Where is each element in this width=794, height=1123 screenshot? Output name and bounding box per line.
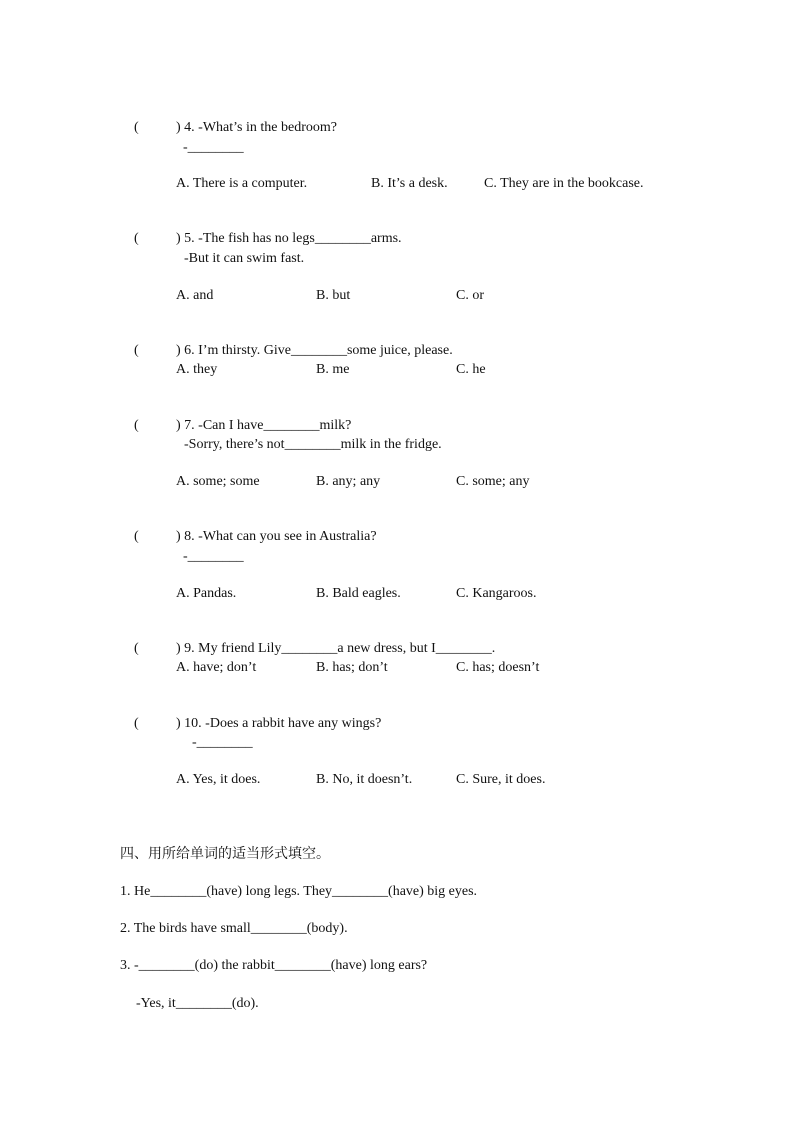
question-6: [120, 324, 453, 378]
option-b: B. Bald eagles.: [316, 586, 401, 601]
question-stem: I’m thirsty. Give________some juice, please.: [198, 343, 453, 358]
answer-paren-open: (: [134, 120, 139, 135]
option-a: A. some; some: [176, 474, 260, 489]
answer-paren-open: (: [134, 641, 139, 656]
answer-paren-close: ): [176, 641, 181, 656]
question-number: 5.: [184, 231, 195, 246]
option-c: C. he: [456, 362, 486, 377]
answer-paren-open: (: [134, 716, 139, 731]
option-a: A. There is a computer.: [176, 176, 308, 191]
option-c: C. They are in the bookcase.: [484, 176, 644, 191]
question-stem: My friend Lily________a new dress, but I________.: [198, 641, 496, 656]
answer-paren-close: ): [176, 120, 181, 135]
answer-paren-close: ): [176, 343, 181, 358]
option-b: B. No, it doesn’t.: [316, 772, 413, 787]
answer-paren-close: ): [176, 529, 181, 544]
answer-paren-open: (: [134, 343, 139, 358]
option-c: C. some; any: [456, 474, 530, 489]
answer-paren-open: (: [134, 529, 139, 544]
question-stem: -What’s in the bedroom?: [198, 120, 337, 135]
answer-paren-open: (: [134, 231, 139, 246]
option-b: B. me: [316, 362, 350, 377]
question-stem: -Does a rabbit have any wings?: [205, 716, 382, 731]
question-number: 8.: [184, 529, 195, 544]
fill-item-1: 1. He________(have) long legs. They________(have) big eyes.: [120, 884, 478, 899]
question-10-follow: -________: [192, 735, 253, 750]
question-stem: -What can you see in Australia?: [198, 529, 377, 544]
option-a: A. Yes, it does.: [176, 772, 261, 787]
answer-paren-close: ): [176, 231, 181, 246]
question-number: 10.: [184, 716, 202, 731]
answer-paren-open: (: [134, 418, 139, 433]
option-b: B. any; any: [316, 474, 381, 489]
option-b: B. It’s a desk.: [371, 176, 448, 191]
question-5-follow: -But it can swim fast.: [184, 251, 305, 266]
option-a: A. they: [176, 362, 218, 377]
question-8: [120, 510, 377, 564]
question-number: 6.: [184, 343, 195, 358]
fill-item-3-answer: -Yes, it________(do).: [136, 996, 259, 1011]
option-b: B. has; don’t: [316, 660, 388, 675]
answer-paren-close: ): [176, 716, 181, 731]
option-c: C. Kangaroos.: [456, 586, 537, 601]
question-4-follow: -________: [183, 140, 244, 155]
option-a: A. have; don’t: [176, 660, 257, 675]
option-a: A. Pandas.: [176, 586, 237, 601]
option-c: C. Sure, it does.: [456, 772, 546, 787]
question-number: 7.: [184, 418, 195, 433]
question-stem: -The fish has no legs________arms.: [198, 231, 402, 246]
option-b: B. but: [316, 288, 351, 303]
question-stem: -Can I have________milk?: [198, 418, 352, 433]
fill-item-2: 2. The birds have small________(body).: [120, 921, 348, 936]
question-number: 4.: [184, 120, 195, 135]
question-number: 9.: [184, 641, 195, 656]
question-7-follow: -Sorry, there’s not________milk in the fridge.: [184, 437, 442, 452]
option-c: C. has; doesn’t: [456, 660, 540, 675]
question-8-follow: -________: [183, 549, 244, 564]
section-4-title: 四、用所给单词的适当形式填空。: [120, 846, 330, 862]
option-a: A. and: [176, 288, 214, 303]
answer-paren-close: ): [176, 418, 181, 433]
option-c: C. or: [456, 288, 484, 303]
fill-item-3: 3. -________(do) the rabbit________(have) long ears?: [120, 958, 428, 973]
